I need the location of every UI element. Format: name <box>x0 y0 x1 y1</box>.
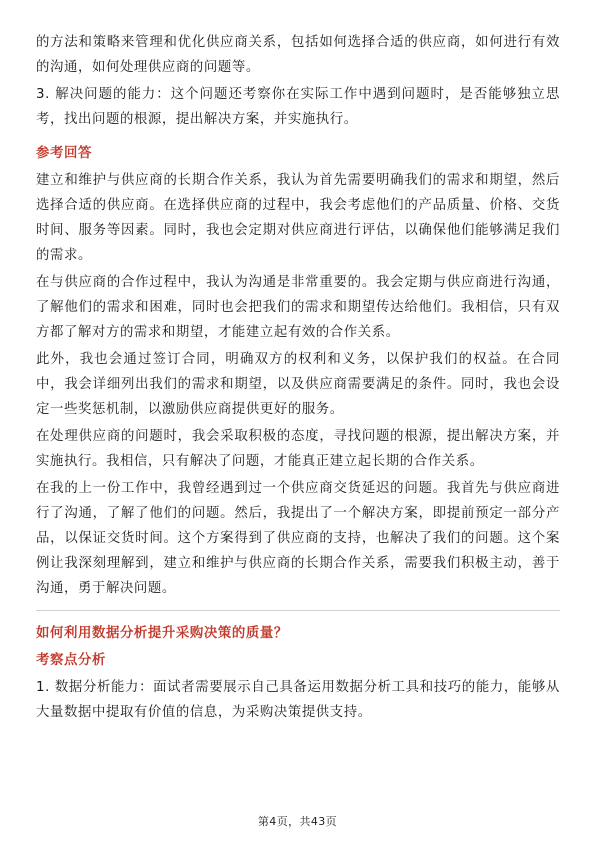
answer-paragraph-3: 此外，我也会通过签订合同，明确双方的权利和义务，以保护我们的权益。在合同中，我会详细列出我们的需求和期望，以及供应商需要满足的条件。同时，我也会设定一些奖惩机制，以激励供应商提供更好的服务。 <box>36 352 560 417</box>
answer-paragraph-2: 在与供应商的合作过程中，我认为沟通是非常重要的。我会定期与供应商进行沟通，了解他们的需求和困难，同时也会把我们的需求和期望传达给他们。我相信，只有双方都了解对方的需求和期望，才能建立起有效的合作关系。 <box>36 275 560 340</box>
question-title: 如何利用数据分析提升采购决策的质量？ <box>36 626 288 641</box>
analysis-heading: 考察点分析 <box>36 653 106 668</box>
answer-paragraph-1: 建立和维护与供应商的长期合作关系，我认为首先需要明确我们的需求和期望，然后选择合适的供应商。在选择供应商的过程中，我会考虑他们的产品质量、价格、交货时间、服务等因素。同时，我也会定期对供应商进行评估，以确保他们能够满足我们的需求。 <box>36 173 560 263</box>
intro-paragraph-1: 的方法和策略来管理和优化供应商关系，包括如何选择合适的供应商，如何进行有效的沟通，如何处理供应商的问题等。 <box>36 35 560 75</box>
answer-paragraph-4: 在处理供应商的问题时，我会采取积极的态度，寻找问题的根源，提出解决方案，并实施执行。我相信，只有解决了问题，才能真正建立起长期的合作关系。 <box>36 429 560 469</box>
answer-paragraph-5: 在我的上一份工作中，我曾经遇到过一个供应商交货延迟的问题。我首先与供应商进行了沟通，了解了他们的问题。然后，我提出了一个解决方案，即提前预定一部分产品，以保证交货时间。这个方案得到了供应商的支持，也解决了我们的问题。这个案例让我深刻理解到，建立和维护与供应商的长期合作关系，需要我们积极主动，善于沟通，勇于解决问题。 <box>36 481 560 596</box>
analysis-paragraph-1: 1. 数据分析能力：面试者需要展示自己具备运用数据分析工具和技巧的能力，能够从大量数据中提取有价值的信息，为采购决策提供支持。 <box>36 680 560 720</box>
intro-paragraph-2: 3. 解决问题的能力：这个问题还考察你在实际工作中遇到问题时，是否能够独立思考，找出问题的根源，提出解决方案，并实施执行。 <box>36 87 560 127</box>
document-body <box>36 30 560 727</box>
page-number: 第4页，共43页 <box>257 815 338 828</box>
reference-answer-heading: 参考回答 <box>36 146 92 161</box>
section-divider <box>36 610 560 611</box>
